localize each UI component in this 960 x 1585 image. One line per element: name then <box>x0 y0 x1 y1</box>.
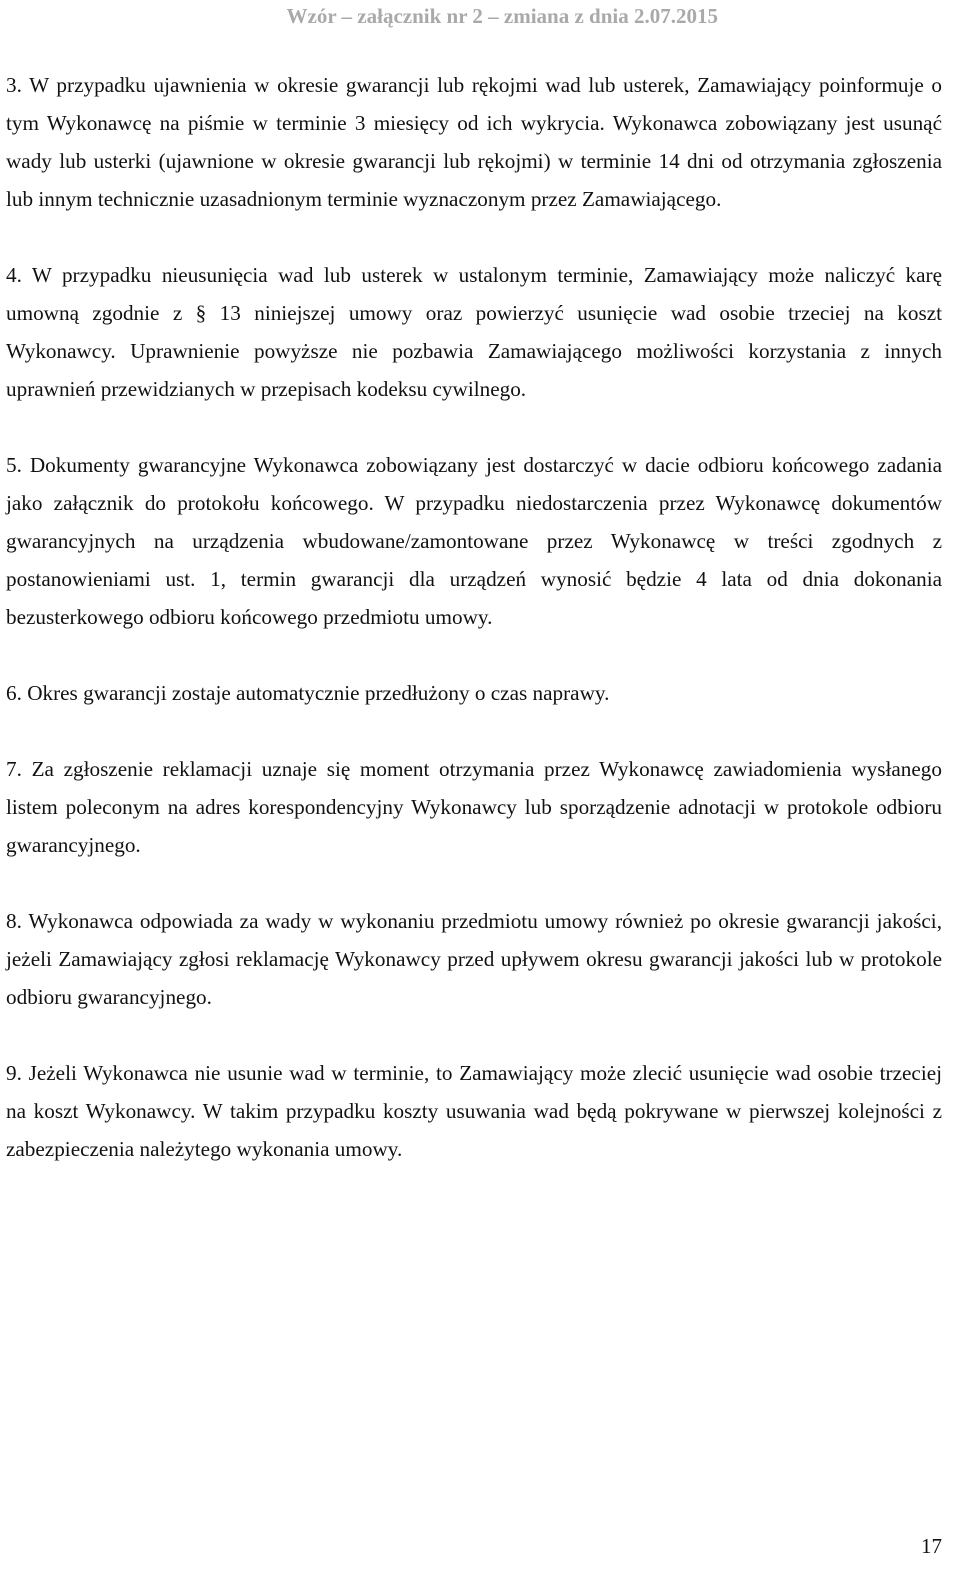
paragraph-7: 7. Za zgłoszenie reklamacji uznaje się moment otrzymania przez Wykonawcę zawiadomienia wysłanego listem poleconym na adres korespondencyjny Wykonawcy lub sporządzenie adnotacji w protokole odbioru gwarancyjnego. <box>6 757 942 857</box>
paragraph-6: 6. Okres gwarancji zostaje automatycznie przedłużony o czas naprawy. <box>6 681 610 705</box>
page-number: 17 <box>921 1534 942 1558</box>
paragraph-9: 9. Jeżeli Wykonawca nie usunie wad w terminie, to Zamawiający może zlecić usunięcie wad osobie trzeciej na koszt Wykonawcy. W takim przypadku koszty usuwania wad będą pokrywane w pierwszej kolejności z zabezpieczenia należytego wykonania umowy. <box>6 1061 942 1161</box>
document-body <box>6 66 942 1168</box>
paragraph-3: 3. W przypadku ujawnienia w okresie gwarancji lub rękojmi wad lub usterek, Zamawiający poinformuje o tym Wykonawcę na piśmie w terminie 3 miesięcy od ich wykrycia. Wykonawca zobowiązany jest usunąć wady lub usterki (ujawnione w okresie gwarancji lub rękojmi) w terminie 14 dni od otrzymania zgłoszenia lub innym technicznie uzasadnionym terminie wyznaczonym przez Zamawiającego. <box>6 73 942 211</box>
page-header: Wzór – załącznik nr 2 – zmiana z dnia 2.07.2015 <box>286 4 718 28</box>
paragraph-8: 8. Wykonawca odpowiada za wady w wykonaniu przedmiotu umowy również po okresie gwarancji jakości, jeżeli Zamawiający zgłosi reklamację Wykonawcy przed upływem okresu gwarancji jakości lub w protokole odbioru gwarancyjnego. <box>6 909 942 1009</box>
paragraph-4: 4. W przypadku nieusunięcia wad lub usterek w ustalonym terminie, Zamawiający może naliczyć karę umowną zgodnie z § 13 niniejszej umowy oraz powierzyć usunięcie wad osobie trzeciej na koszt Wykonawcy. Uprawnienie powyższe nie pozbawia Zamawiającego możliwości korzystania z innych uprawnień przewidzianych w przepisach kodeksu cywilnego. <box>6 263 942 401</box>
paragraph-5: 5. Dokumenty gwarancyjne Wykonawca zobowiązany jest dostarczyć w dacie odbioru końcowego zadania jako załącznik do protokołu końcowego. W przypadku niedostarczenia przez Wykonawcę dokumentów gwarancyjnych na urządzenia wbudowane/zamontowane przez Wykonawcę w treści zgodnych z postanowieniami ust. 1, termin gwarancji dla urządzeń wynosić będzie 4 lata od dnia dokonania bezusterkowego odbioru końcowego przedmiotu umowy. <box>6 453 942 629</box>
